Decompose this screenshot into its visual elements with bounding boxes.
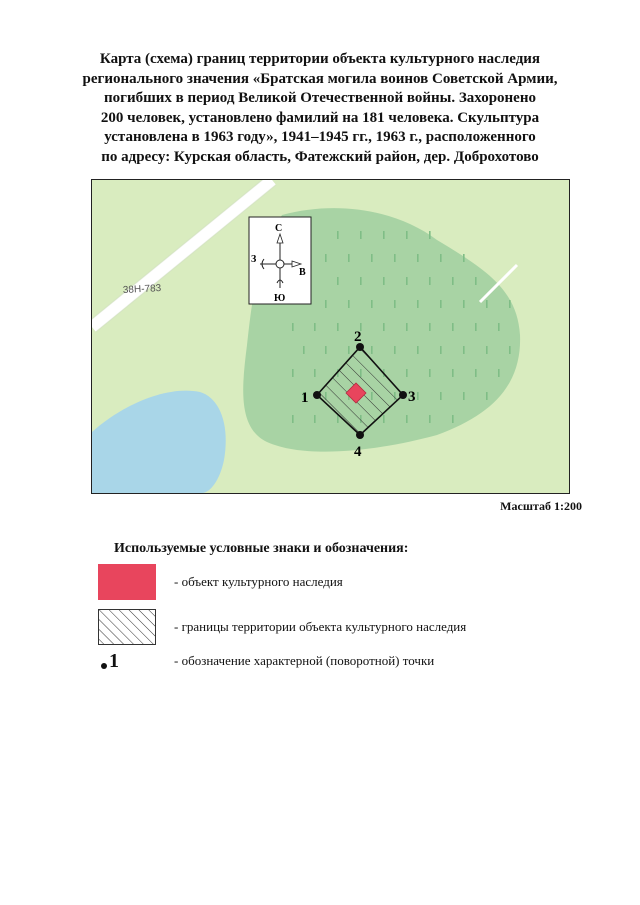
tree-mark [440,392,442,400]
compass-south: Ю [274,293,286,304]
tree-mark [383,323,385,331]
tree-mark [348,300,350,308]
turning-point-1 [313,391,321,399]
tree-mark [486,392,488,400]
tree-mark [394,346,396,354]
legend-title: Используемые условные знаки и обозначения: [114,541,409,556]
legend-point-number: 1 [109,649,119,672]
tree-mark [371,300,373,308]
tree-mark [406,277,408,285]
tree-mark [371,346,373,354]
tree-mark [360,231,362,239]
tree-mark [371,254,373,262]
tree-mark [348,346,350,354]
title-line: Карта (схема) границ территории объекта культурного наследия [99,51,541,67]
tree-mark [452,277,454,285]
title-line: по адресу: Курская область, Фатежский район, дер. Доброхотово [101,148,539,165]
tree-mark [337,415,339,423]
tree-mark [417,346,419,354]
tree-mark [486,346,488,354]
tree-mark [440,300,442,308]
tree-mark [429,277,431,285]
tree-mark [498,323,500,331]
tree-mark [417,300,419,308]
tree-mark [303,346,305,354]
tree-mark [394,300,396,308]
tree-mark [325,346,327,354]
water-body [92,391,226,493]
legend-object-label: - объект культурного наследия [174,574,343,589]
tree-mark [325,254,327,262]
title-line: погибших в период Великой Отечественной войны. Захоронено [104,90,536,106]
tree-mark [463,392,465,400]
tree-mark [475,277,477,285]
tree-mark [406,369,408,377]
tree-mark [452,369,454,377]
tree-mark [429,231,431,239]
compass-west: З [251,254,257,265]
map-title [60,50,580,167]
point-label-2: 2 [354,329,362,345]
point-label-4: 4 [354,444,362,460]
title-line: регионального значения «Братская могила воинов Советской Армии, [82,70,558,87]
tree-mark [429,323,431,331]
legend-point-label: - обозначение характерной (поворотной) точки [174,653,435,668]
compass-rose [249,217,311,304]
title-line: 200 человек, установлено фамилий на 181 человека. Скульптура [100,109,540,126]
map-frame [91,179,570,494]
tree-mark [440,346,442,354]
legend-boundary-swatch [98,609,156,645]
tree-mark [348,254,350,262]
tree-mark [337,323,339,331]
tree-mark [475,369,477,377]
compass-north: С [275,223,283,234]
tree-mark [394,254,396,262]
tree-mark [463,254,465,262]
tree-mark [292,323,294,331]
tree-mark [463,300,465,308]
tree-mark [292,415,294,423]
tree-mark [383,415,385,423]
tree-mark [475,323,477,331]
tree-mark [452,323,454,331]
tree-mark [498,369,500,377]
tree-mark [509,346,511,354]
tree-mark [314,415,316,423]
tree-mark [440,254,442,262]
turning-point-3 [399,391,407,399]
tree-mark [383,277,385,285]
legend-point-symbol [98,643,156,679]
tree-mark [452,415,454,423]
tree-mark [337,277,339,285]
map-canvas [92,180,569,493]
tree-mark [429,415,431,423]
tree-mark [383,231,385,239]
tree-mark [314,323,316,331]
legend-item-object [98,564,343,600]
tree-mark [417,392,419,400]
tree-mark [337,231,339,239]
legend-item-boundary [98,609,466,645]
point-dot-icon [101,663,107,669]
scale-label: Масштаб 1:200 [500,499,582,513]
tree-mark [406,231,408,239]
point-label-3: 3 [408,389,416,405]
legend-item-point [98,643,434,679]
tree-mark [417,254,419,262]
tree-mark [325,300,327,308]
tree-mark [486,300,488,308]
turning-point-4 [356,431,364,439]
tree-mark [406,415,408,423]
point-label-1: 1 [301,390,309,406]
tree-mark [406,323,408,331]
tree-mark [463,346,465,354]
legend-boundary-label: - границы территории объекта культурного наследия [174,619,467,634]
tree-mark [314,369,316,377]
tree-mark [429,369,431,377]
tree-mark [509,300,511,308]
legend-object-swatch [98,564,156,600]
compass-east: В [299,267,306,278]
tree-mark [292,369,294,377]
road-label: 38Н-783 [122,283,162,296]
tree-mark [360,277,362,285]
title-line: установлена в 1963 году», 1941–1945 гг., 1963 г., расположенного [104,129,536,145]
